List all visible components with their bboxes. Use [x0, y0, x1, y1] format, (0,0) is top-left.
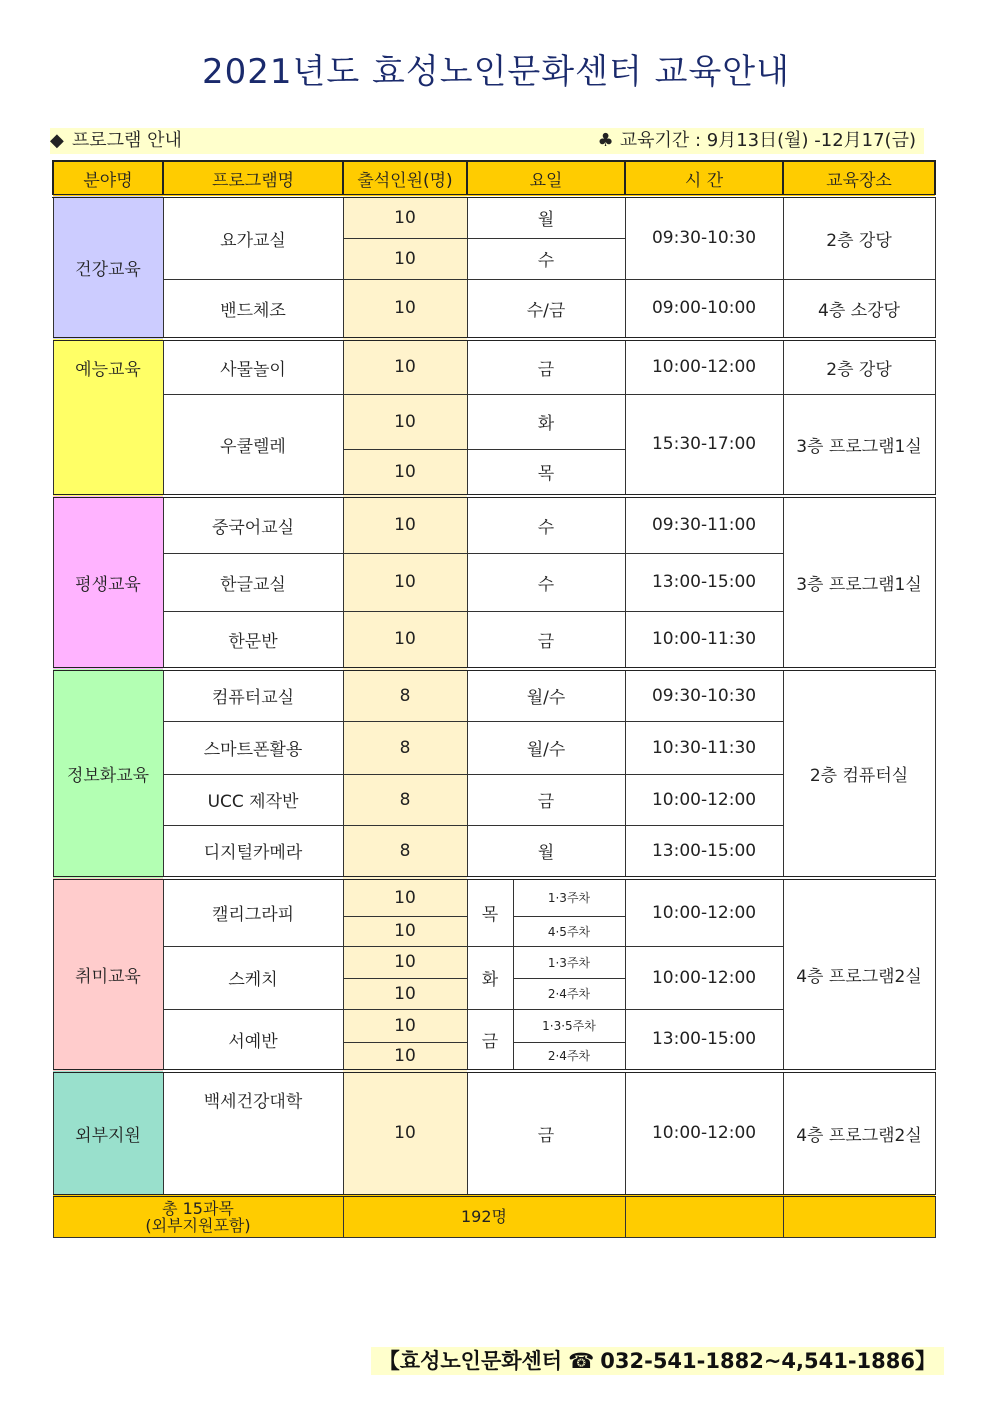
total-row [53, 1195, 935, 1237]
day-cell: 월/수 [467, 669, 625, 721]
program-cell: 밴드체조 [163, 279, 343, 339]
table-row [53, 394, 935, 449]
total-empty-cell [783, 1195, 935, 1237]
program-cell: 한글교실 [163, 553, 343, 611]
program-cell: 디지털카메라 [163, 825, 343, 878]
time-cell: 15:30-17:00 [625, 394, 783, 496]
week-cell: 2·4주차 [513, 1042, 625, 1071]
day-cell: 금 [467, 611, 625, 669]
place-cell: 2층 컴퓨터실 [783, 669, 935, 878]
schedule-table [52, 160, 936, 1238]
time-cell: 09:00-10:00 [625, 279, 783, 339]
time-cell: 10:00-12:00 [625, 946, 783, 1009]
table-row [53, 279, 935, 339]
attendance-cell: 10 [343, 449, 467, 496]
footer-contact [371, 1347, 944, 1375]
place-cell: 3층 프로그램1실 [783, 394, 935, 496]
attendance-cell: 8 [343, 721, 467, 774]
program-cell: 캘리그라피 [163, 878, 343, 946]
place-cell: 2층 강당 [783, 339, 935, 394]
attendance-cell: 10 [343, 1009, 467, 1042]
table-row [53, 878, 935, 916]
page-title: 2021년도 효성노인문화센터 교육안내 [202, 52, 790, 92]
program-cell: 중국어교실 [163, 496, 343, 553]
time-cell: 13:00-15:00 [625, 825, 783, 878]
program-cell: 컴퓨터교실 [163, 669, 343, 721]
time-cell: 10:00-12:00 [625, 339, 783, 394]
footer-phone: 032-541-1882~4,541-1886】 [600, 1349, 936, 1373]
time-cell: 10:30-11:30 [625, 721, 783, 774]
attendance-cell: 10 [343, 279, 467, 339]
time-cell: 10:00-11:30 [625, 611, 783, 669]
table-row [53, 669, 935, 721]
field-cell: 정보화교육 [53, 669, 163, 878]
table-row [53, 1071, 935, 1195]
header-time: 시 간 [625, 161, 783, 196]
attendance-cell: 10 [343, 878, 467, 916]
program-cell: 스케치 [163, 946, 343, 1009]
program-cell: 우쿨렐레 [163, 394, 343, 496]
day-cell: 금 [467, 1071, 625, 1195]
header-day: 요일 [467, 161, 625, 196]
attendance-cell: 10 [343, 196, 467, 238]
club-icon: ♣ [597, 130, 614, 151]
attendance-cell: 10 [343, 611, 467, 669]
field-cell: 평생교육 [53, 496, 163, 669]
header-row [53, 161, 935, 196]
field-cell: 취미교육 [53, 878, 163, 1071]
program-cell: 백세건강대학 [163, 1071, 343, 1195]
attendance-cell: 8 [343, 825, 467, 878]
day-cell: 목 [467, 449, 625, 496]
program-cell: 스마트폰활용 [163, 721, 343, 774]
day-cell: 수 [467, 238, 625, 279]
header-program: 프로그램명 [163, 161, 343, 196]
time-cell: 09:30-11:00 [625, 496, 783, 553]
phone-icon: ☎ [568, 1349, 595, 1373]
attendance-cell: 10 [343, 916, 467, 946]
footer-center-name: 【효성노인문화센터 [378, 1349, 563, 1373]
day-cell: 월 [467, 196, 625, 238]
total-count-cell: 192명 [343, 1195, 625, 1237]
day-cell: 월/수 [467, 721, 625, 774]
attendance-cell: 10 [343, 339, 467, 394]
time-cell: 10:00-12:00 [625, 1071, 783, 1195]
time-cell: 10:00-12:00 [625, 878, 783, 946]
attendance-cell: 8 [343, 774, 467, 825]
section-label: 프로그램 안내 [71, 130, 182, 151]
day-cell: 목 [467, 878, 513, 946]
attendance-cell: 10 [343, 553, 467, 611]
attendance-cell: 10 [343, 394, 467, 449]
field-cell: 예능교육 [53, 339, 163, 496]
field-cell: 건강교육 [53, 196, 163, 339]
week-cell: 4·5주차 [513, 916, 625, 946]
attendance-cell: 10 [343, 946, 467, 978]
total-label-line1: 총 15과목 [162, 1198, 234, 1218]
week-cell: 1·3주차 [513, 878, 625, 916]
day-cell: 수/금 [467, 279, 625, 339]
attendance-cell: 10 [343, 238, 467, 279]
attendance-cell: 10 [343, 1042, 467, 1071]
section-label-wrap [50, 128, 182, 154]
day-cell: 화 [467, 946, 513, 1009]
place-cell: 4층 프로그램2실 [783, 878, 935, 1071]
info-bar [50, 128, 924, 154]
attendance-cell: 10 [343, 978, 467, 1009]
attendance-cell: 10 [343, 496, 467, 553]
program-cell: 사물놀이 [163, 339, 343, 394]
program-cell: 서예반 [163, 1009, 343, 1071]
time-cell: 13:00-15:00 [625, 1009, 783, 1071]
day-cell: 월 [467, 825, 625, 878]
table-row [53, 339, 935, 394]
time-cell: 09:30-10:30 [625, 196, 783, 279]
place-cell: 3층 프로그램1실 [783, 496, 935, 669]
day-cell: 금 [467, 774, 625, 825]
time-cell: 13:00-15:00 [625, 553, 783, 611]
field-cell: 외부지원 [53, 1071, 163, 1195]
total-label-line2: (외부지원포함) [145, 1215, 251, 1235]
week-cell: 1·3·5주차 [513, 1009, 625, 1042]
program-cell: 한문반 [163, 611, 343, 669]
diamond-icon: ◆ [50, 130, 64, 151]
table-row [53, 196, 935, 238]
program-cell: UCC 제작반 [163, 774, 343, 825]
day-cell: 금 [467, 339, 625, 394]
week-cell: 1·3주차 [513, 946, 625, 978]
program-cell: 요가교실 [163, 196, 343, 279]
attendance-cell: 10 [343, 1071, 467, 1195]
header-attendance: 출석인원(명) [343, 161, 467, 196]
attendance-cell: 8 [343, 669, 467, 721]
place-cell: 2층 강당 [783, 196, 935, 279]
period-label: 교육기간 : 9月13日(월) -12月17(금) [619, 130, 916, 151]
header-field: 분야명 [53, 161, 163, 196]
table-row [53, 496, 935, 553]
time-cell: 09:30-10:30 [625, 669, 783, 721]
day-cell: 금 [467, 1009, 513, 1071]
total-empty-cell [625, 1195, 783, 1237]
week-cell: 2·4주차 [513, 978, 625, 1009]
header-place: 교육장소 [783, 161, 935, 196]
total-label-cell [53, 1195, 343, 1237]
time-cell: 10:00-12:00 [625, 774, 783, 825]
period-wrap [598, 128, 916, 154]
place-cell: 4층 프로그램2실 [783, 1071, 935, 1195]
day-cell: 수 [467, 553, 625, 611]
place-cell: 4층 소강당 [783, 279, 935, 339]
day-cell: 수 [467, 496, 625, 553]
day-cell: 화 [467, 394, 625, 449]
